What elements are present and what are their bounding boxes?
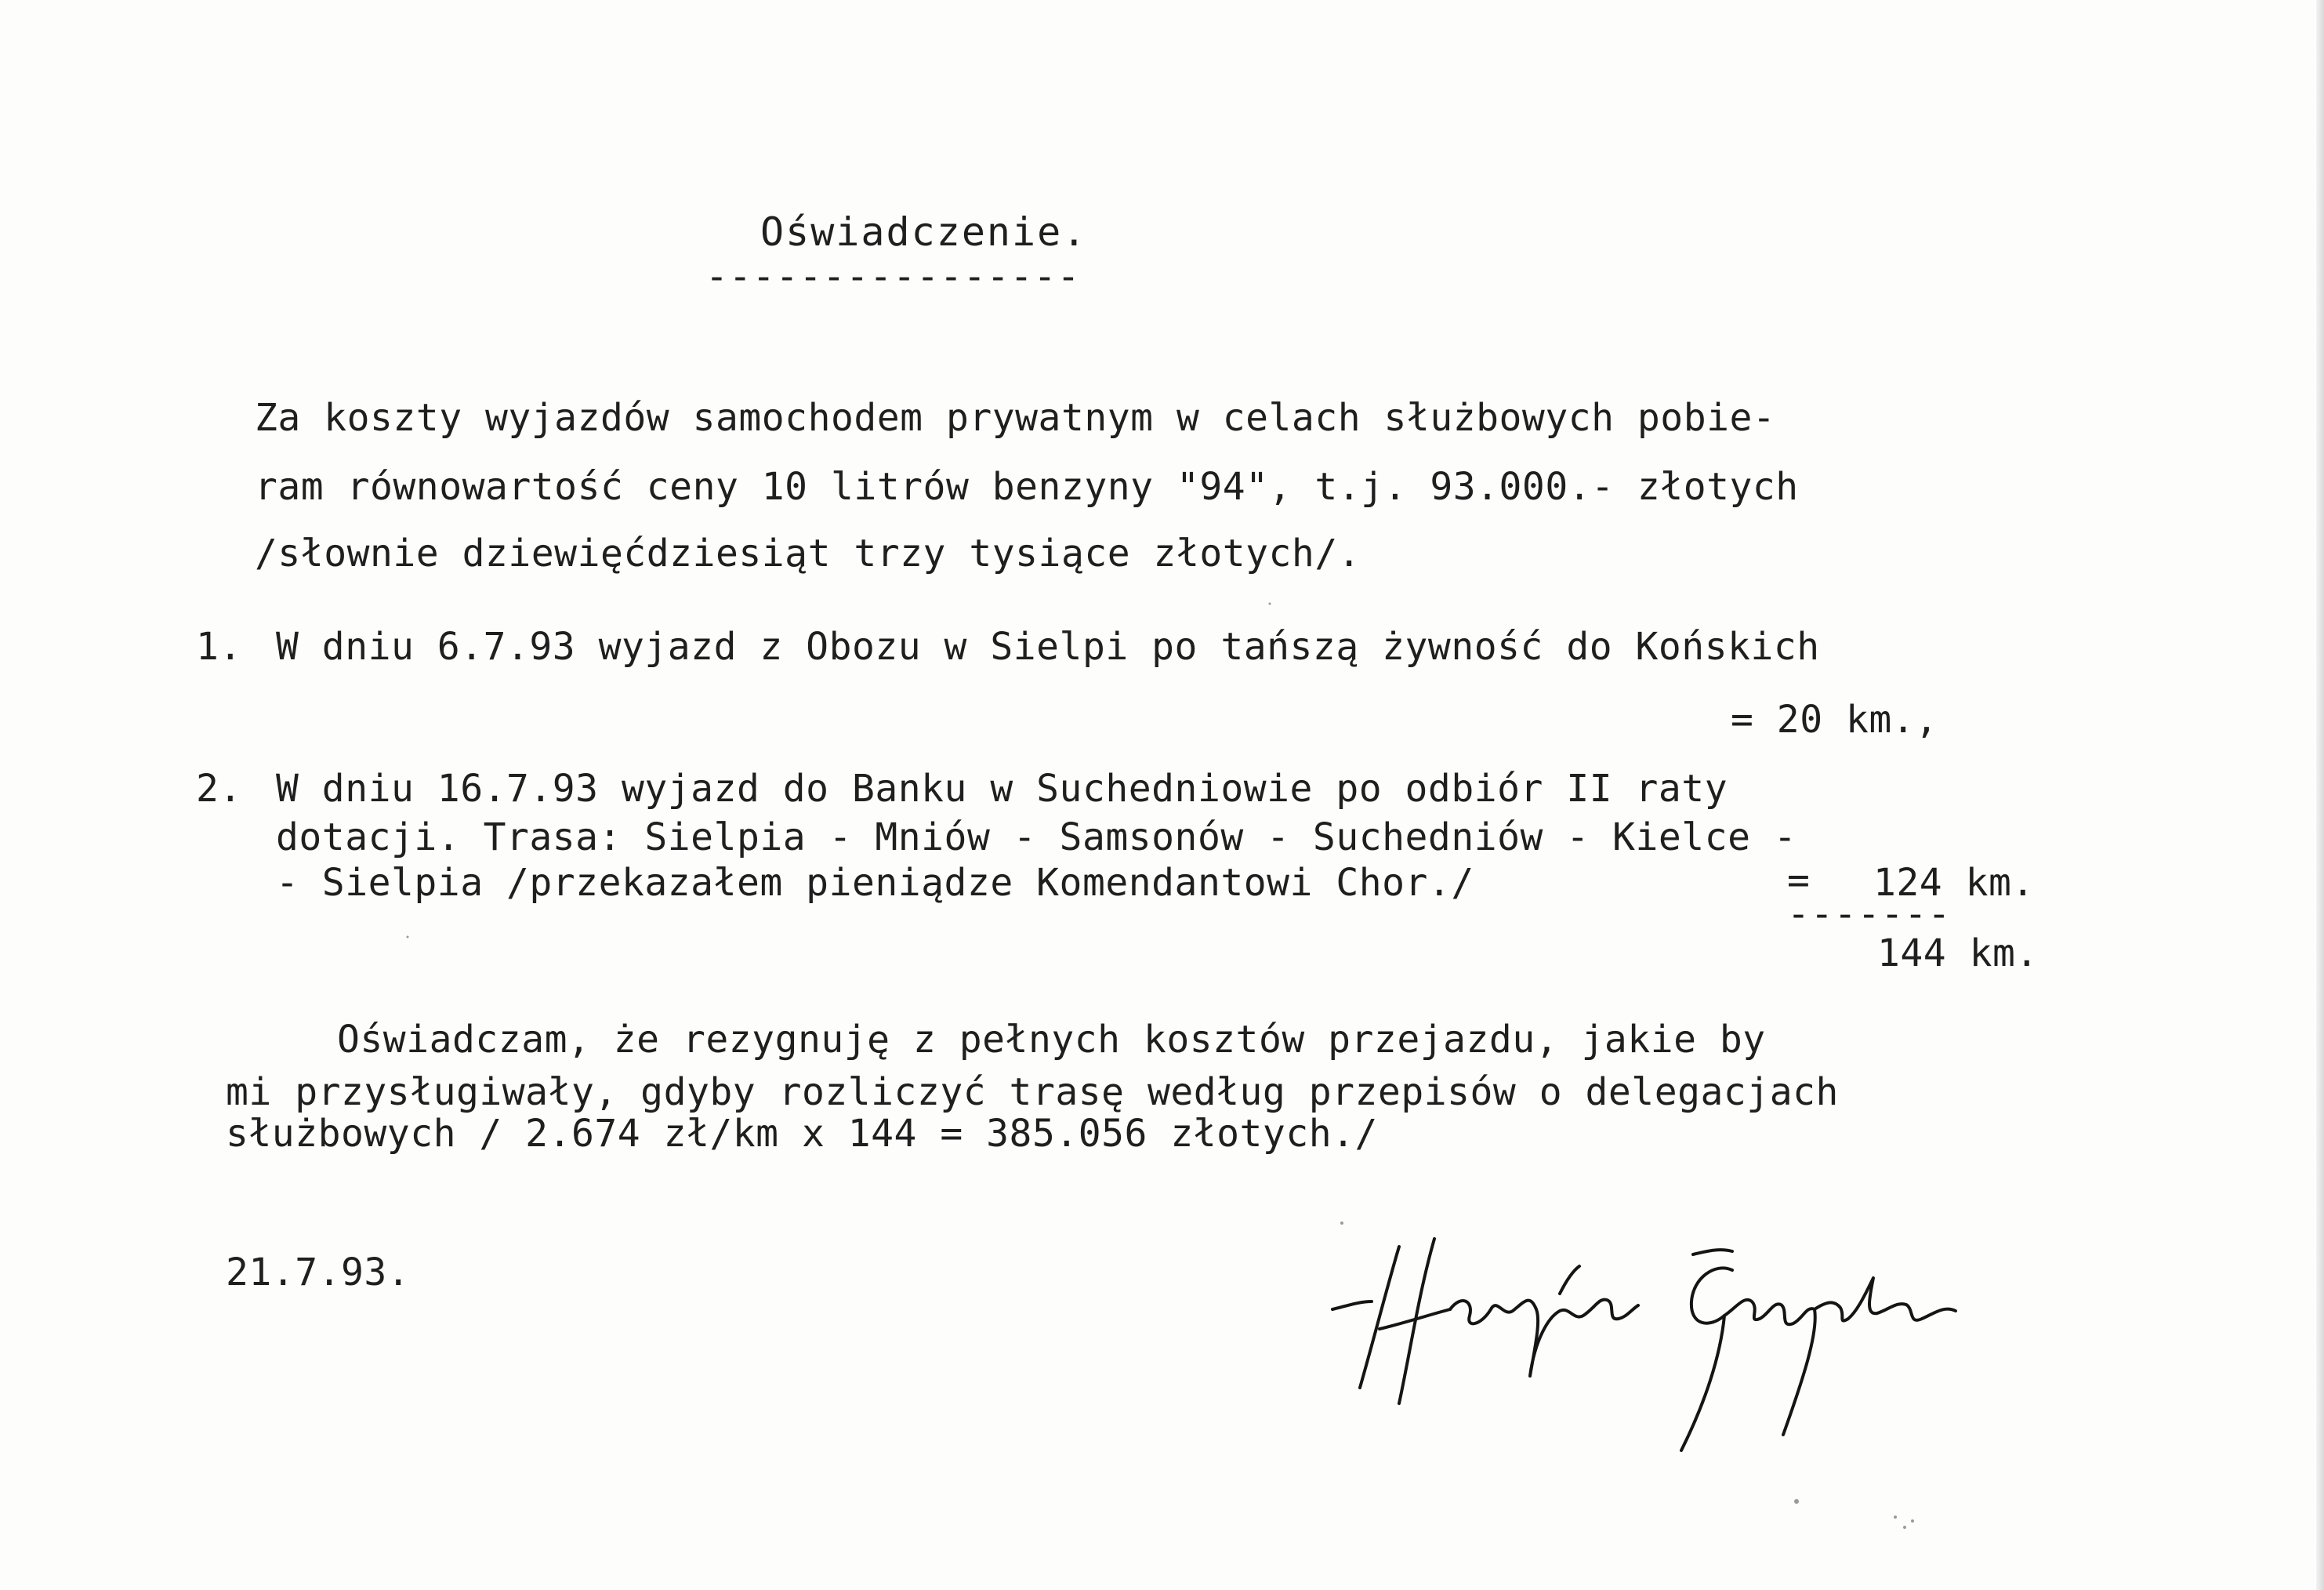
item2-sum-underline: ------- xyxy=(1787,892,1952,936)
document-title: Oświadczenie. xyxy=(760,209,1088,255)
item2-line1: W dniu 16.7.93 wyjazd do Banku w Suchedniowie po odbiór II raty xyxy=(276,767,1728,811)
paragraph1-line3: /słownie dziewięćdziesiąt trzy tysiące złotych/. xyxy=(255,532,1361,575)
total-distance: 144 km. xyxy=(1877,931,2039,975)
paragraph1-line1: Za koszty wyjazdów samochodem prywatnym w celach służbowych pobie- xyxy=(255,396,1776,440)
item1-number: 1. xyxy=(196,625,242,669)
paragraph2-line1: Oświadczam, że rezygnuję z pełnych kosztów przejazdu, jakie by xyxy=(337,1018,1766,1062)
title-underline: ---------------- xyxy=(705,255,1081,299)
paper-edge-shadow xyxy=(2316,0,2324,1590)
paragraph1-line2: ram równowartość ceny 10 litrów benzyny "94", t.j. 93.000.- złotych xyxy=(255,465,1799,509)
item2-number: 2. xyxy=(196,767,242,811)
item1-distance: = 20 km., xyxy=(1731,698,1938,742)
document-date: 21.7.93. xyxy=(226,1251,411,1294)
item1-line1: W dniu 6.7.93 wyjazd z Obozu w Sielpi po tańszą żywność do Końskich xyxy=(276,625,1820,669)
item2-line2: dotacji. Trasa: Sielpia - Mniów - Samsonów - Suchedniów - Kielce - xyxy=(276,815,1797,859)
item2-line3: - Sielpia /przekazałem pieniądze Komendantowi Chor./ xyxy=(276,861,1474,905)
paragraph2-line3: służbowych / 2.674 zł/km x 144 = 385.056 złotych./ xyxy=(226,1112,1378,1156)
item2-distance-equals: = xyxy=(1787,859,1811,902)
item2-distance: 124 km. xyxy=(1873,861,2035,905)
paragraph2-line2: mi przysługiwały, gdyby rozliczyć trasę według przepisów o delegacjach xyxy=(226,1070,1839,1114)
handwritten-signature xyxy=(1325,1223,1999,1458)
